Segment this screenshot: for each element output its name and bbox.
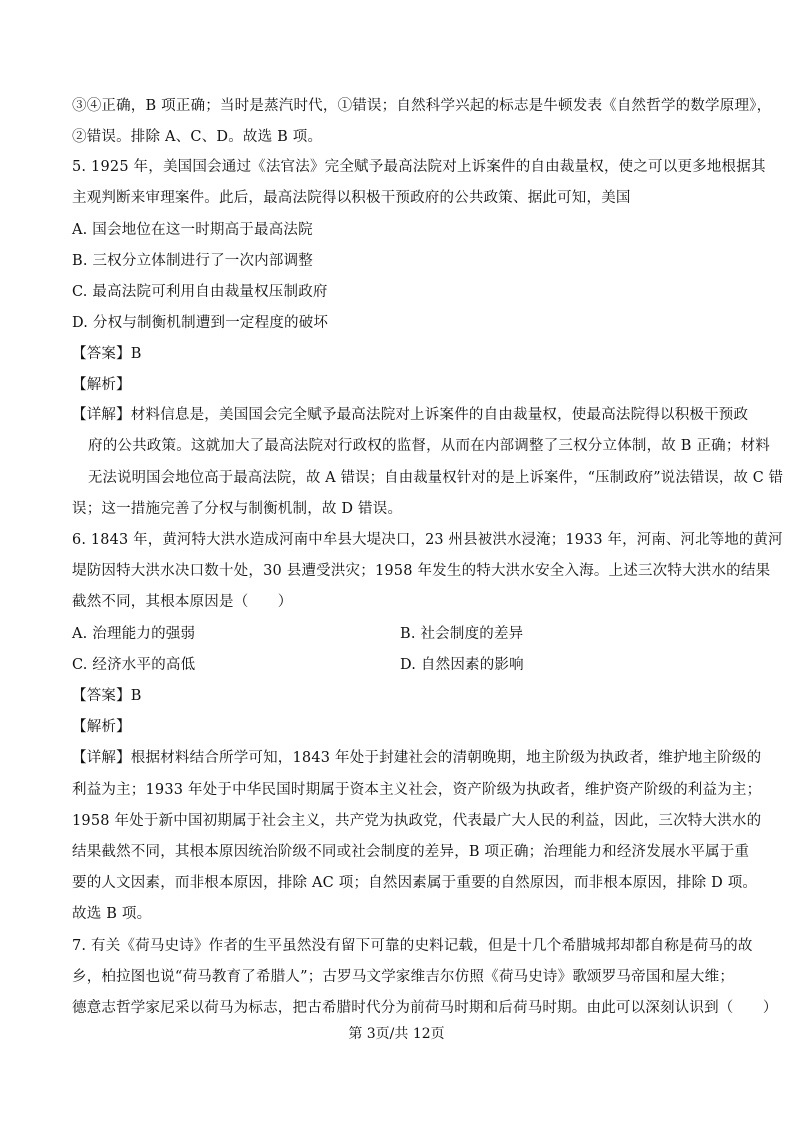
- question-7-stem: 德意志哲学家尼采以荷马为标志，把古希腊时代分为前荷马时期和后荷马时期。由此可以深刻认识到（ ）: [72, 1000, 778, 1016]
- question-5-stem: 主观判断来审理案件。此后，最高法院得以积极干预政府的公共政策、据此可知，美国: [72, 190, 631, 206]
- answer-label: 【答案】B: [72, 688, 142, 704]
- detail-text: 误；这一措施完善了分权与制衡机制，故 D 错误。: [72, 501, 403, 517]
- detail-text: 1958 年处于新中国初期属于社会主义，共产党为执政党，代表最广大人民的利益，因此，三次特大洪水的: [72, 813, 762, 829]
- detail-text: 利益为主；1933 年处于中华民国时期属于资本主义社会，资产阶级为执政者，维护资产阶级的利益为主；: [72, 782, 762, 798]
- question-7-stem: 乡，柏拉图也说“荷马教育了希腊人”；古罗马文学家维吉尔仿照《荷马史诗》歌颂罗马帝国和屋大维；: [72, 969, 735, 985]
- question-6-option-c: C. 经济水平的高低: [72, 657, 196, 673]
- analysis-label: 【解析】: [72, 377, 131, 393]
- question-5-option-a: A. 国会地位在这一时期高于最高法院: [72, 222, 313, 238]
- text-line: ②错误。排除 A、C、D。故选 B 项。: [72, 129, 323, 145]
- detail-text: 府的公共政策。这就加大了最高法院对行政权的监督，从而在内部调整了三权分立体制，故 B 正确；材料: [88, 438, 770, 454]
- detail-text: 故选 B 项。: [72, 906, 152, 922]
- question-7-stem: 7. 有关《荷马史诗》作者的生平虽然没有留下可靠的史料记载，但是十几个希腊城邦却都自称是荷马的故: [72, 938, 753, 954]
- question-5-option-c: C. 最高法院可利用自由裁量权压制政府: [72, 284, 328, 300]
- question-5-option-d: D. 分权与制衡机制遭到一定程度的破坏: [72, 315, 329, 331]
- detail-text: 【详解】材料信息是，美国国会完全赋予最高法院对上诉案件的自由裁量权，使最高法院得以积极干预政: [72, 407, 749, 423]
- page-footer: 第 3页/共 12页: [348, 1026, 445, 1042]
- question-6-option-b: B. 社会制度的差异: [400, 626, 524, 642]
- analysis-label: 【解析】: [72, 719, 131, 735]
- question-5-option-b: B. 三权分立体制进行了一次内部调整: [72, 253, 313, 269]
- question-6-option-a: A. 治理能力的强弱: [72, 626, 196, 642]
- detail-text: 【详解】根据材料结合所学可知，1843 年处于封建社会的清朝晚期，地主阶级为执政者，维护地主阶级的: [72, 750, 762, 766]
- detail-text: 要的人文因素，而非根本原因，排除 AC 项；自然因素属于重要的自然原因，而非根本原因，排除 D 项。: [72, 875, 758, 891]
- question-6-stem: 堤防因特大洪水决口数十处，30 县遭受洪灾；1958 年发生的特大洪水安全入海。上述三次特大洪水的结果: [72, 563, 771, 579]
- question-6-stem: 6. 1843 年，黄河特大洪水造成河南中牟县大堤决口，23 州县被洪水浸淹；1933 年，河南、河北等地的黄河: [72, 532, 783, 548]
- question-5-stem: 5. 1925 年，美国国会通过《法官法》完全赋予最高法院对上诉案件的自由裁量权，使之可以更多地根据其: [72, 159, 766, 175]
- detail-text: 结果截然不同，其根本原因统治阶级不同或社会制度的差异，B 项正确；治理能力和经济发展水平属于重: [72, 844, 750, 860]
- answer-label: 【答案】B: [72, 346, 142, 362]
- question-6-stem: 截然不同，其根本原因是（ ）: [72, 594, 293, 610]
- question-6-option-d: D. 自然因素的影响: [400, 657, 524, 673]
- detail-text: 无法说明国会地位高于最高法院，故 A 错误；自由裁量权针对的是上诉案件，“压制政府”说法错误，故 C 错: [88, 470, 784, 486]
- text-line: ③④正确，B 项正确；当时是蒸汽时代，①错误；自然科学兴起的标志是牛顿发表《自然哲学的数学原理》，: [72, 98, 772, 114]
